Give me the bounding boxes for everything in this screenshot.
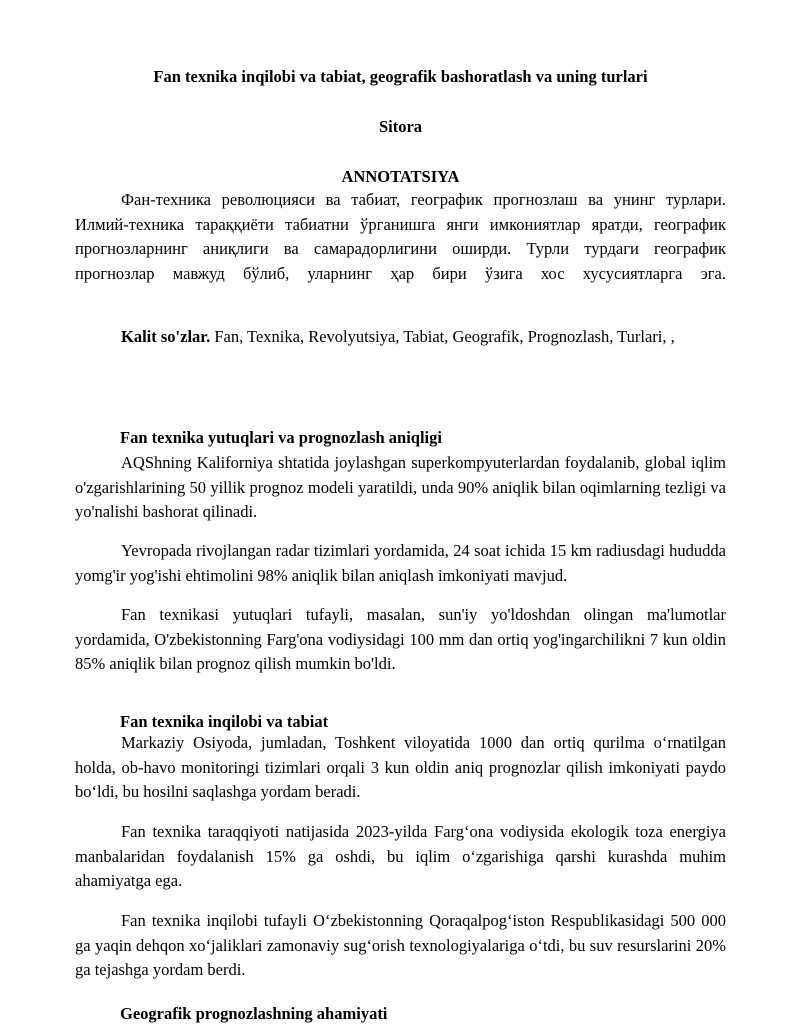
annotation-heading: ANNOTATSIYA (341, 167, 460, 186)
section-heading-3: Geografik prognozlashning ahamiyati (120, 1004, 388, 1023)
keywords-text: Fan, Texnika, Revolyutsiya, Tabiat, Geografik, Prognozlash, Turlari, , (210, 327, 675, 346)
keywords-label: Kalit so'zlar. (121, 327, 211, 346)
section-1-paragraph-1: AQShning Kaliforniya shtatida joylashgan superkompyuterlardan foydalanib, global iqlim o'zgarishlarining 50 yillik prognoz modeli yaratildi, unda 90% aniqlik bilan oqimlarning tezligi va yo'nalishi bashorat qilinadi. (75, 453, 726, 521)
section-2-paragraph-2: Fan texnika taraqqiyoti natijasida 2023-yilda Fargʻona vodiysida ekologik toza energiya manbalaridan foydalanish 15% ga oshdi, bu iqlim oʻzgarishiga qarshi kurashda muhim ahamiyatga ega. (75, 822, 726, 890)
annotation-paragraph: Фан-техника революцияси ва табиат, географик прогнозлаш ва унинг турлари. Илмий-техника тараққиёти табиатни ўрганишга янги имкониятлар яратди, географик прогнозларнинг аниқлиги ва самарадорлигини оширди. Турли турдаги географик прогнозлар мавжуд бўлиб, уларнинг ҳар бири ўзига хос хусусиятларга эга. (75, 190, 726, 283)
section-2-paragraph-1: Markaziy Osiyoda, jumladan, Toshkent viloyatida 1000 dan ortiq qurilma oʻrnatilgan holda, ob-havo monitoringi tizimlari orqali 3 kun oldin aniq prognozlar qilish imkoniyati paydo boʻldi, bu hosilni saqlashga yordam beradi. (75, 733, 726, 801)
section-1-paragraph-3: Fan texnikasi yutuqlari tufayli, masalan, sun'iy yo'ldoshdan olingan ma'lumotlar yordamida, O'zbekistonning Farg'ona vodiysidagi 100 mm dan ortiq yog'ingarchilikni 7 kun oldin 85% aniqlik bilan prognoz qilish mumkin bo'ldi. (75, 605, 726, 673)
section-heading-1: Fan texnika yutuqlari va prognozlash aniqligi (120, 428, 442, 447)
document-title: Fan texnika inqilobi va tabiat, geografik bashoratlash va uning turlari (153, 67, 648, 86)
section-2-paragraph-3: Fan texnika inqilobi tufayli Oʻzbekistonning Qoraqalpogʻiston Respublikasidagi 500 000 ga yaqin dehqon xoʻjaliklari zamonaviy sugʻorish texnologiyalariga oʻtdi, bu suv resurslarini 20% ga tejashga yordam berdi. (75, 911, 726, 979)
keywords-paragraph (75, 325, 726, 350)
section-1-paragraph-2: Yevropada rivojlangan radar tizimlari yordamida, 24 soat ichida 15 km radiusdagi hududda yomg'ir yog'ishi ehtimolini 98% aniqlik bilan aniqlash imkoniyati mavjud. (75, 541, 726, 585)
author-name: Sitora (378, 117, 423, 136)
section-heading-2: Fan texnika inqilobi va tabiat (120, 712, 329, 731)
